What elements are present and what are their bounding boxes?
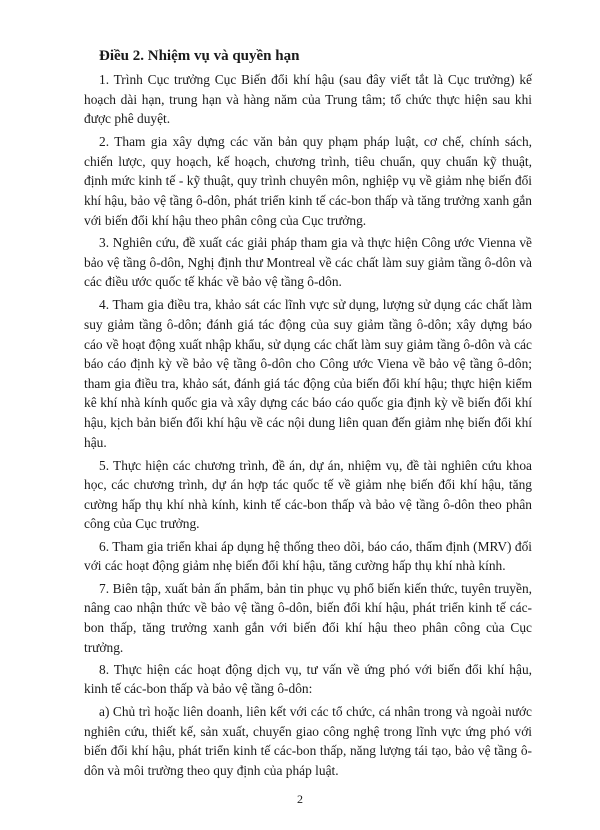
paragraph-1: 1. Trình Cục trưởng Cục Biến đổi khí hậu (sau đây viết tắt là Cục trưởng) kế hoạch dài hạn, trung hạn và hàng năm của Trung tâm; tổ chức thực hiện sau khi được phê duyệt. [84,72,532,127]
page-number: 2 [297,792,303,806]
article-heading: Điều 2. Nhiệm vụ và quyền hạn [99,48,300,64]
paragraph-5: 5. Thực hiện các chương trình, đề án, dự án, nhiệm vụ, đề tài nghiên cứu khoa học, các chương trình, dự án hợp tác quốc tế về giảm nhẹ biến đổi khí hậu, tăng cường hấp thụ khí nhà kính, kinh tế các-bon thấp và bảo vệ tầng ô-dôn theo phân công của Cục trưởng. [84,457,532,532]
paragraph-4: 4. Tham gia điều tra, khảo sát các lĩnh vực sử dụng, lượng sử dụng các chất làm suy giảm tầng ô-dôn; đánh giá tác động của suy giảm tầng ô-dôn; xây dựng báo cáo về hoạt động xuất nhập khẩu, sử dụng các chất làm suy giảm tầng ô-dôn và các báo cáo định kỳ về bảo vệ tầng ô-dôn cho Công ước Viena về bảo vệ tầng ô-dôn; tham gia điều tra, khảo sát, đánh giá tác động của biến đổi khí hậu; thực hiện kiểm kê khí nhà kính quốc gia và xây dựng các báo cáo quốc gia định kỳ về biến đổi khí hậu, kịch bản biến đổi khí hậu về các nội dung liên quan đến giảm nhẹ biến đổi khí hậu. [84,297,532,450]
paragraph-8: 8. Thực hiện các hoạt động dịch vụ, tư vấn về ứng phó với biến đổi khí hậu, kinh tế các-bon thấp và bảo vệ tầng ô-dôn: [84,661,532,697]
paragraph-6: 6. Tham gia triển khai áp dụng hệ thống theo dõi, báo cáo, thẩm định (MRV) đối với các hoạt động giảm nhẹ biến đổi khí hậu, tăng cường hấp thụ khí nhà kính. [84,538,532,574]
paragraph-2: 2. Tham gia xây dựng các văn bản quy phạm pháp luật, cơ chế, chính sách, chiến lược, quy hoạch, kế hoạch, chương trình, tiêu chuẩn, quy chuẩn kỹ thuật, định mức kinh tế - kỹ thuật, quy trình chuyên môn, nghiệp vụ về giảm nhẹ biến đổi khí hậu, bảo vệ tầng ô-dôn, phát triển kinh tế các-bon thấp và tăng trưởng xanh gắn với biến đổi khí hậu theo phân công của Cục trưởng. [84,134,532,228]
paragraph-7: 7. Biên tập, xuất bản ấn phẩm, bản tin phục vụ phổ biến kiến thức, tuyên truyền, nâng cao nhận thức về bảo vệ tầng ô-dôn, biến đổi khí hậu, phát triển kinh tế các-bon thấp, tăng trưởng xanh gắn với biến đổi khí hậu theo phân công của Cục trưởng. [84,580,532,655]
paragraph-3: 3. Nghiên cứu, đề xuất các giải pháp tham gia và thực hiện Công ước Vienna về bảo vệ tầng ô-dôn, Nghị định thư Montreal về các chất làm suy giảm tầng ô-dôn và các điều ước quốc tế khác về bảo vệ tầng ô-dôn. [84,235,532,290]
paragraph-8a: a) Chủ trì hoặc liên doanh, liên kết với các tổ chức, cá nhân trong và ngoài nước nghiên cứu, thiết kế, sản xuất, chuyển giao công nghệ trong lĩnh vực ứng phó với biến đổi khí hậu, phát triển kinh tế các-bon thấp, năng lượng tái tạo, bảo vệ tầng ô-dôn và môi trường theo quy định của pháp luật. [84,704,532,778]
